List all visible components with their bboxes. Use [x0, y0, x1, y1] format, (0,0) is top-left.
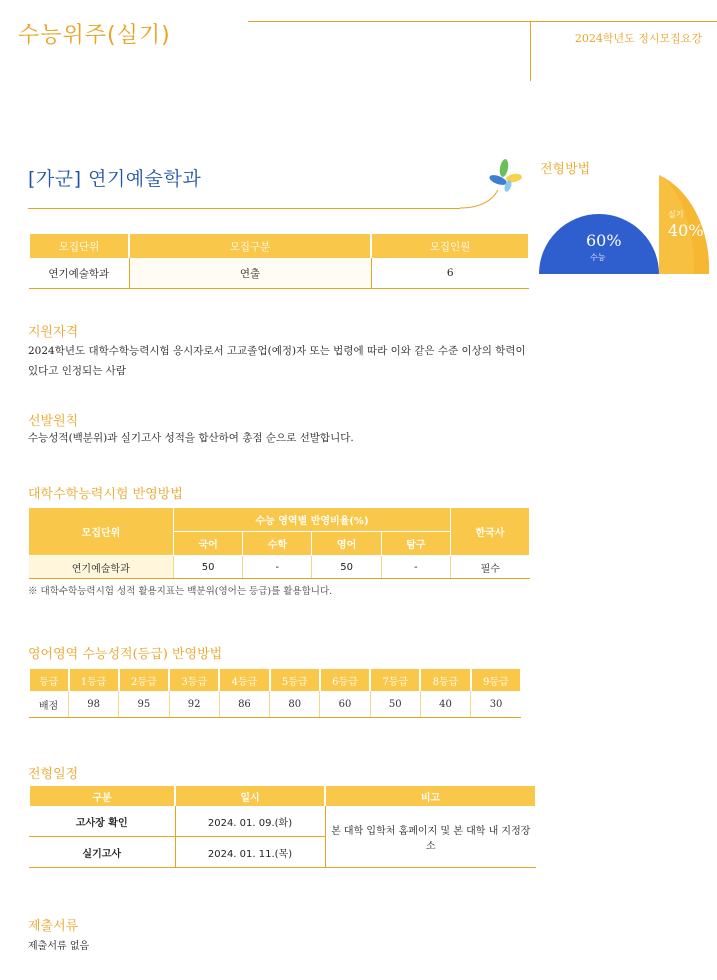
recruit-unit: 연기예술학과 — [29, 258, 129, 289]
department-title: [가군] 연기예술학과 — [28, 168, 202, 190]
practical-label: 실기 — [668, 210, 684, 219]
recruit-table — [28, 234, 530, 289]
table-row — [29, 258, 529, 289]
english-score-9: 30 — [471, 691, 521, 718]
schedule-item-name: 고사장 확인 — [29, 806, 175, 837]
csat-note: ※ 대학수학능력시험 성적 활용지표는 백분위(영어는 등급)를 활용합니다. — [28, 586, 333, 597]
csat-value-math: - — [243, 556, 312, 579]
english-header-9: 9등급 — [471, 669, 521, 691]
csat-subject-korean: 국어 — [174, 532, 243, 556]
principle-text: 수능성적(백분위)과 실기고사 성적을 합산하여 총점 순으로 선발합니다. — [28, 432, 354, 444]
schedule-note: 본 대학 입학처 홈페이지 및 본 대학 내 지정장소 — [325, 806, 536, 868]
english-header-1: 1등급 — [69, 669, 119, 691]
csat-label: 수능 — [590, 253, 606, 262]
english-score-3: 92 — [169, 691, 219, 718]
english-header-8: 8등급 — [420, 669, 470, 691]
selection-method-title: 전형방법 — [540, 162, 591, 177]
english-header-6: 6등급 — [320, 669, 370, 691]
table-row — [29, 556, 530, 579]
csat-table — [28, 507, 530, 579]
recruit-header-unit: 모집단위 — [29, 234, 129, 258]
english-header-7: 7등급 — [370, 669, 420, 691]
qualification-title: 지원자격 — [28, 325, 79, 340]
schedule-table — [28, 786, 537, 868]
english-score-2: 95 — [119, 691, 169, 718]
csat-value-english: 50 — [312, 556, 381, 579]
practical-percent: 40% — [668, 221, 704, 240]
recruit-header-type: 모집구분 — [129, 234, 371, 258]
english-grade-table — [28, 669, 522, 718]
table-row — [29, 806, 536, 837]
header-divider — [248, 21, 717, 22]
schedule-header-type: 구분 — [29, 786, 175, 806]
english-score-1: 98 — [69, 691, 119, 718]
recruit-type: 연출 — [129, 258, 371, 289]
csat-header-history: 한국사 — [451, 508, 530, 556]
english-row-label: 배점 — [29, 691, 69, 718]
schedule-item-name: 실기고사 — [29, 837, 175, 868]
english-score-8: 40 — [420, 691, 470, 718]
page-title: 수능위주(실기) — [18, 23, 171, 48]
csat-percent: 60% — [586, 231, 622, 250]
schedule-item-date: 2024. 01. 09.(화) — [175, 806, 325, 837]
csat-header-ratio: 수능 영역별 반영비율(%) — [174, 508, 451, 532]
schedule-title: 전형일정 — [28, 767, 79, 782]
english-score-5: 80 — [270, 691, 320, 718]
recruit-header-count: 모집인원 — [371, 234, 529, 258]
recruit-count: 6 — [371, 258, 529, 289]
csat-subject-inquiry: 탐구 — [381, 532, 450, 556]
csat-subject-english: 영어 — [312, 532, 381, 556]
english-score-4: 86 — [219, 691, 269, 718]
english-score-6: 60 — [320, 691, 370, 718]
qualification-text: 2024학년도 대학수학능력시험 응시자로서 고교졸업(예정)자 또는 법령에 따라 이와 같은 수준 이상의 학력이 있다고 인정되는 사람 — [28, 345, 526, 377]
csat-history: 필수 — [451, 556, 530, 579]
english-header-4: 4등급 — [219, 669, 269, 691]
schedule-header-note: 비고 — [325, 786, 536, 806]
csat-header-unit: 모집단위 — [29, 508, 174, 556]
english-header-2: 2등급 — [119, 669, 169, 691]
english-score-7: 50 — [370, 691, 420, 718]
csat-title: 대학수학능력시험 반영방법 — [28, 487, 183, 502]
header-subtitle: 2024학년도 정시모집요강 — [574, 32, 702, 45]
schedule-header-date: 일시 — [175, 786, 325, 806]
schedule-item-date: 2024. 01. 11.(목) — [175, 837, 325, 868]
csat-unit: 연기예술학과 — [29, 556, 174, 579]
pinwheel-logo-icon — [458, 150, 528, 212]
documents-title: 제출서류 — [28, 919, 79, 934]
department-underline — [28, 208, 460, 209]
english-header-5: 5등급 — [270, 669, 320, 691]
english-header-3: 3등급 — [169, 669, 219, 691]
csat-subject-math: 수학 — [243, 532, 312, 556]
table-row — [29, 691, 521, 718]
principle-title: 선발원칙 — [28, 414, 79, 429]
csat-value-inquiry: - — [381, 556, 450, 579]
documents-text: 제출서류 없음 — [28, 941, 90, 952]
english-title: 영어영역 수능성적(등급) 반영방법 — [28, 647, 223, 662]
english-header-grade: 등급 — [29, 669, 69, 691]
header-vertical-divider — [530, 21, 531, 81]
csat-value-korean: 50 — [174, 556, 243, 579]
